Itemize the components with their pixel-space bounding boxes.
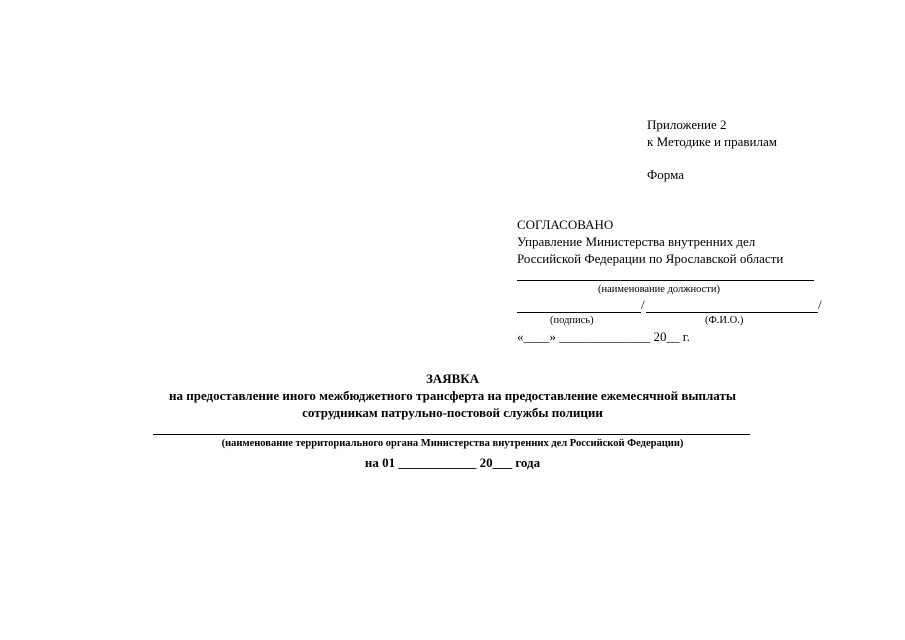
signature-separator: / xyxy=(641,297,645,312)
appendix-number: Приложение 2 xyxy=(647,117,727,132)
position-caption: (наименование должности) xyxy=(598,284,721,295)
approval-heading: СОГЛАСОВАНО xyxy=(517,217,614,232)
signature-caption: (подпись) xyxy=(550,315,594,326)
position-line xyxy=(517,280,814,281)
signature-line xyxy=(517,312,641,313)
approval-date-line: «____» ______________ 20__ г. xyxy=(517,329,690,344)
appendix-reference: к Методике и правилам xyxy=(647,134,777,149)
request-date-line: на 01 ____________ 20___ года xyxy=(364,455,541,470)
approval-org-line1: Управление Министерства внутренних дел xyxy=(517,234,756,249)
request-title: ЗАЯВКА xyxy=(425,371,480,386)
organ-name-line xyxy=(153,434,750,435)
fio-caption: (Ф.И.О.) xyxy=(705,315,744,326)
fio-end-mark: / xyxy=(818,297,822,312)
form-label: Форма xyxy=(647,167,684,182)
request-subtitle-line1: на предоставление иного межбюджетного трансферта на предоставление ежемесячной выплаты xyxy=(169,388,736,403)
organ-caption: (наименование территориального органа Министерства внутренних дел Российской Федерации) xyxy=(221,438,684,449)
request-subtitle-line2: сотрудникам патрульно-постовой службы полиции xyxy=(302,405,603,420)
fio-line xyxy=(646,312,818,313)
approval-org-line2: Российской Федерации по Ярославской области xyxy=(517,251,784,266)
